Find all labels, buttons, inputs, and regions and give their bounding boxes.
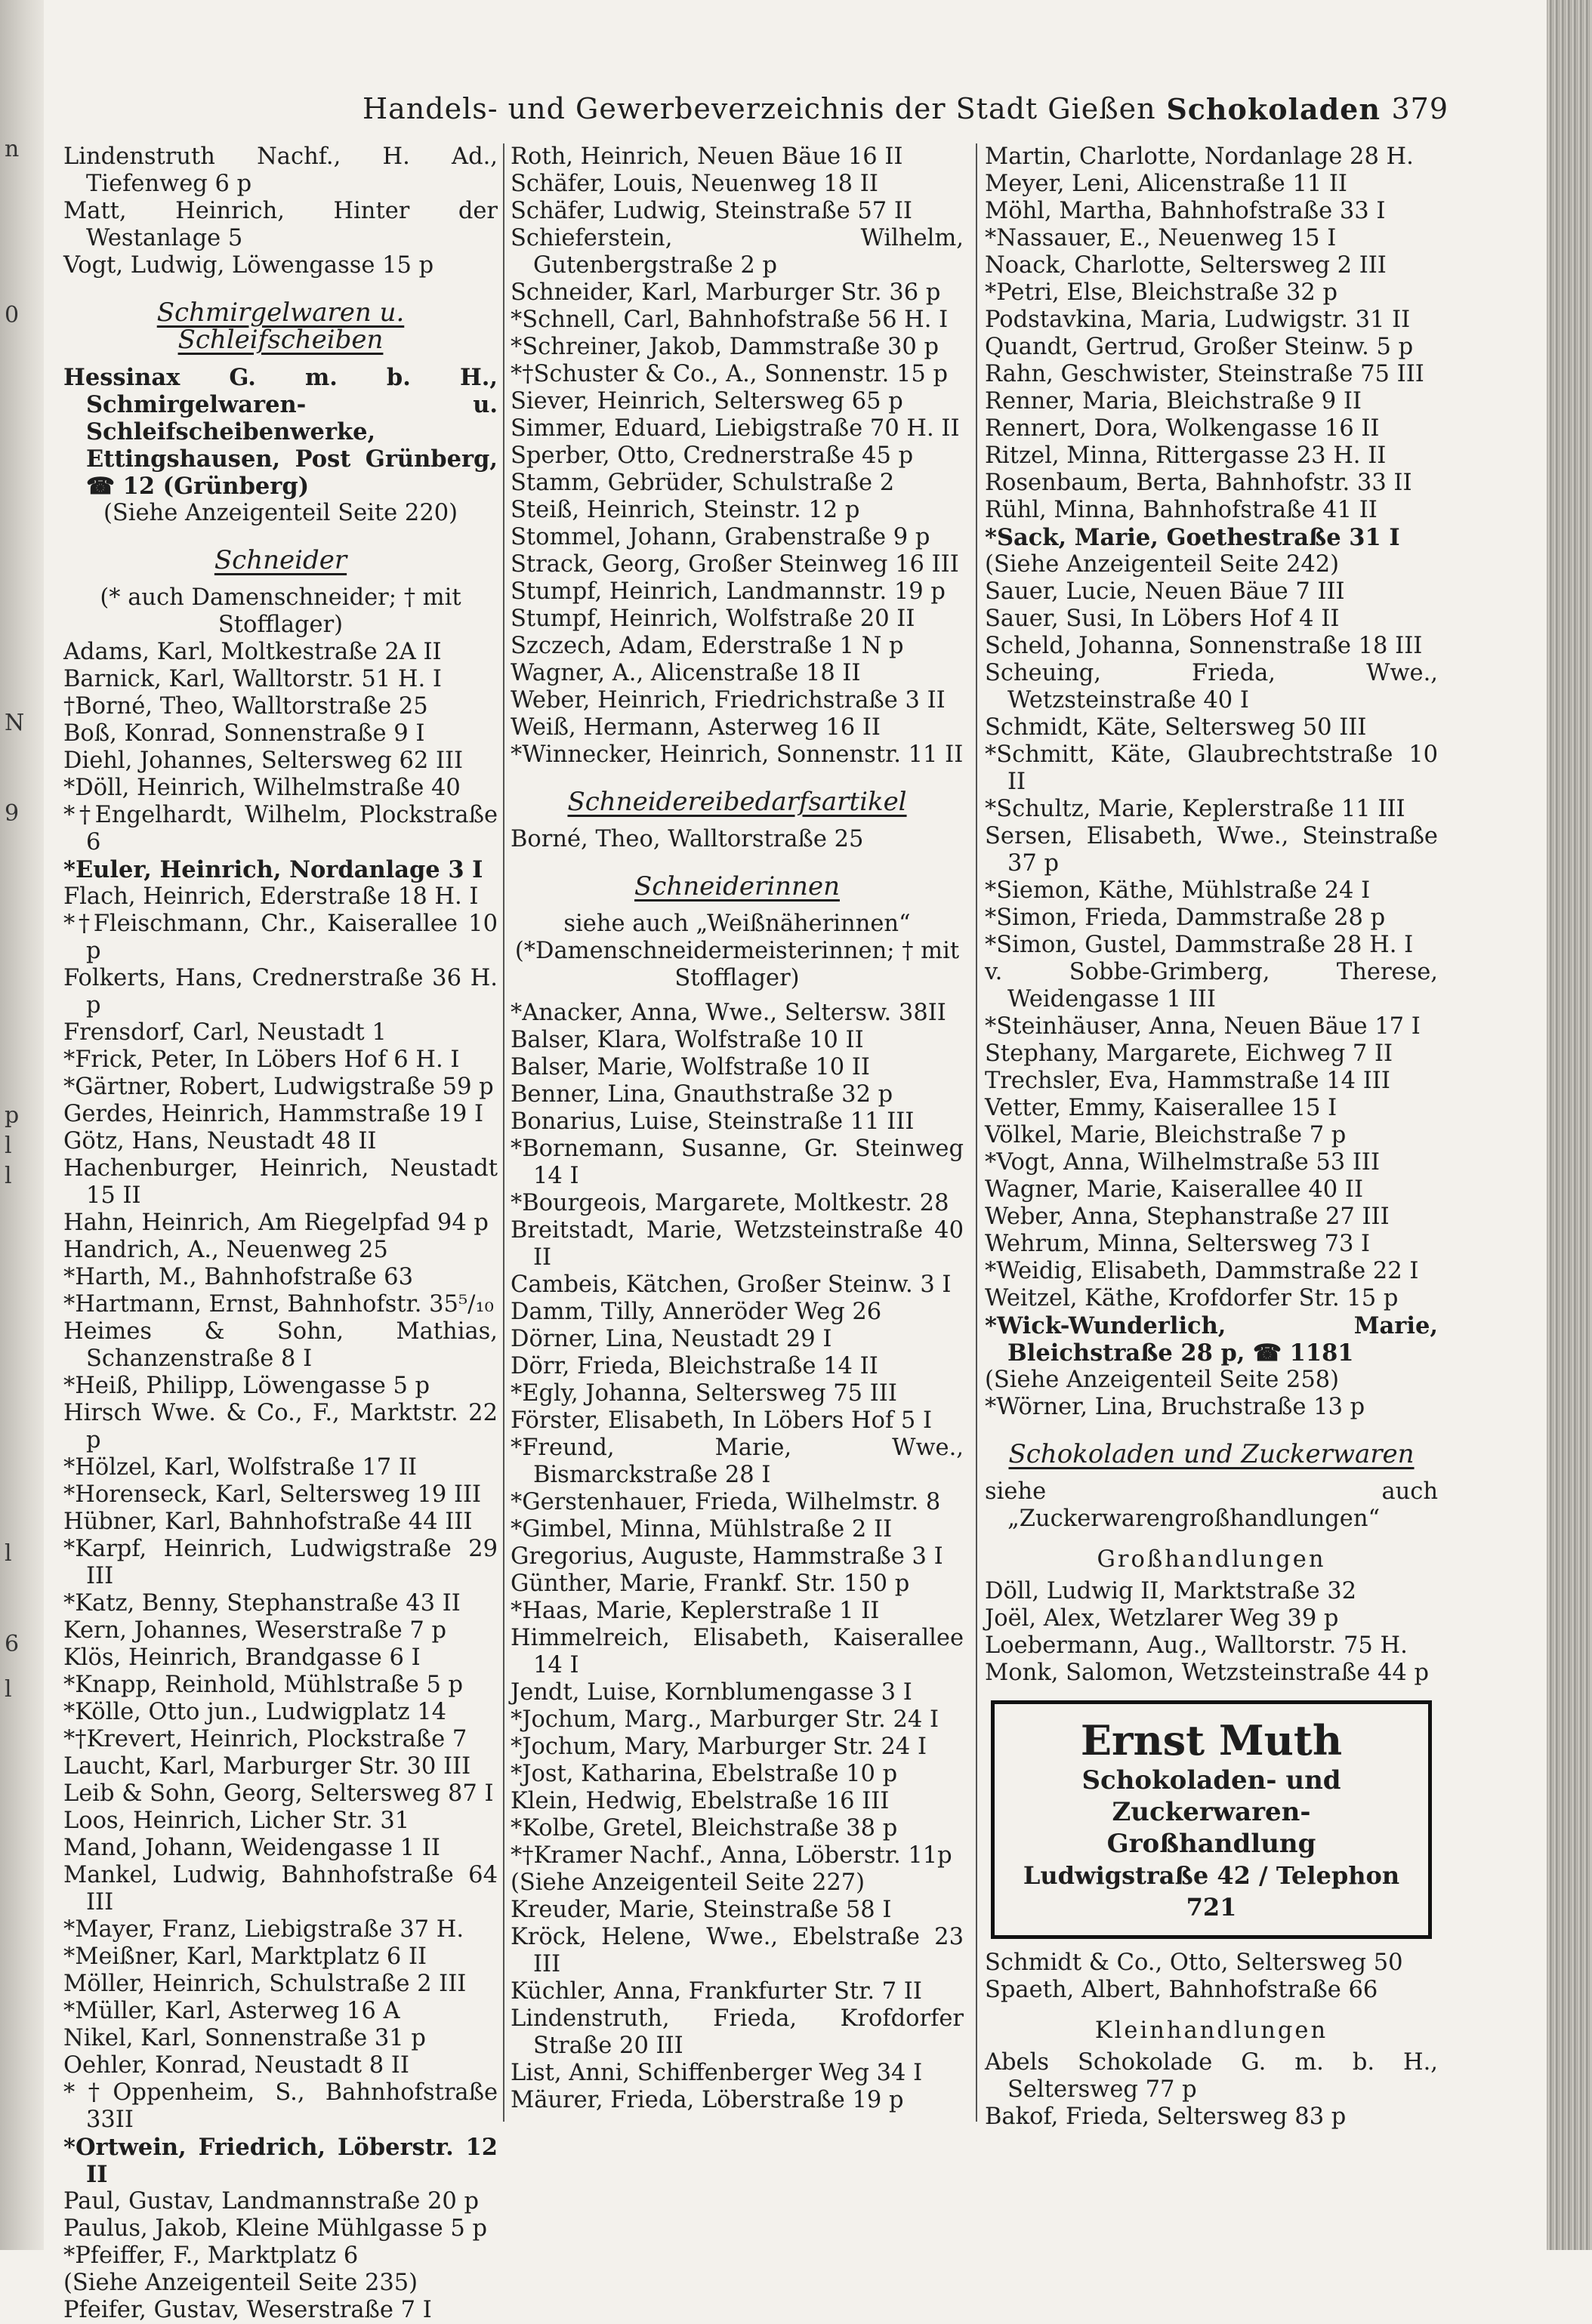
listing-entry: Kreuder, Marie, Steinstraße 58 I xyxy=(511,1897,892,1923)
listing-entry: Handrich, A., Neuenweg 25 xyxy=(63,1237,388,1263)
listing-entry: *Meißner, Karl, Marktplatz 6 II xyxy=(63,1943,427,1970)
listing-entry: Abels Schokolade G. m. b. H., Seltersweg 77 p xyxy=(985,2049,1438,2103)
listing-entry: Adams, Karl, Moltkestraße 2A II xyxy=(63,639,442,665)
listing-entry: *Wick-Wunderlich, Marie, Bleichstraße 28 p, ☎ 1181 xyxy=(985,1312,1438,1367)
listing-entry: Wagner, Marie, Kaiserallee 40 II xyxy=(985,1176,1364,1203)
listing-entry: Benner, Lina, Gnauthstraße 32 p xyxy=(511,1081,893,1108)
listing-entry: Strack, Georg, Großer Steinweg 16 III xyxy=(511,551,959,578)
column-3 xyxy=(985,143,1438,2131)
entry-list xyxy=(985,1950,1438,2004)
listing-entry: *Ortwein, Friedrich, Löberstr. 12 II xyxy=(63,2134,498,2188)
section-heading: Schneidereibedarfsartikel xyxy=(567,787,907,817)
listing-entry: Schneider, Karl, Marburger Str. 36 p xyxy=(511,279,941,306)
listing-entry: *†Schuster & Co., A., Sonnenstr. 15 p xyxy=(511,361,948,387)
listing-entry: Boß, Konrad, Sonnenstraße 9 I xyxy=(63,720,425,747)
listing-entry: Pfeifer, Gustav, Weserstraße 7 I xyxy=(63,2297,432,2323)
listing-entry: Folkerts, Hans, Crednerstraße 36 H. p xyxy=(63,965,498,1019)
listing-entry: Wehrum, Minna, Seltersweg 73 I xyxy=(985,1231,1371,1257)
listing-entry: Barnick, Karl, Walltorstr. 51 H. I xyxy=(63,666,442,692)
listing-entry: (Siehe Anzeigenteil Seite 242) xyxy=(985,551,1340,578)
listing-entry: Nikel, Karl, Sonnenstraße 31 p xyxy=(63,2025,426,2051)
listing-entry: *Vogt, Anna, Wilhelmstraße 53 III xyxy=(985,1149,1381,1176)
listing-entry: *Nassauer, E., Neuenweg 15 I xyxy=(985,225,1337,251)
margin-mark: l xyxy=(5,1133,12,1159)
listing-entry: *†Engelhardt, Wilhelm, Plockstraße 6 xyxy=(63,802,498,855)
listing-entry: Ritzel, Minna, Rittergasse 23 H. II xyxy=(985,442,1387,469)
listing-entry: Noack, Charlotte, Seltersweg 2 III xyxy=(985,252,1387,279)
margin-mark: p xyxy=(5,1102,20,1129)
margin-mark: 6 xyxy=(5,1631,20,1657)
ad-address: Ludwigstraße 42 / Telephon 721 xyxy=(1023,1861,1400,1922)
listing-entry: *Sack, Marie, Goethestraße 31 I xyxy=(985,524,1400,551)
listing-entry: Förster, Elisabeth, In Löbers Hof 5 I xyxy=(511,1407,933,1434)
listing-entry: Stumpf, Heinrich, Wolfstraße 20 II xyxy=(511,606,915,632)
listing-entry: Oehler, Konrad, Neustadt 8 II xyxy=(63,2052,409,2079)
listing-entry: Rühl, Minna, Bahnhofstraße 41 II xyxy=(985,497,1378,523)
listing-entry: *Heiß, Philipp, Löwengasse 5 p xyxy=(63,1373,430,1399)
listing-entry: Diehl, Johannes, Seltersweg 62 III xyxy=(63,747,464,774)
margin-mark: l xyxy=(5,1163,12,1189)
listing-entry: Stephany, Margarete, Eichweg 7 II xyxy=(985,1040,1393,1067)
listing-entry: *Steinhäuser, Anna, Neuen Bäue 17 I xyxy=(985,1013,1421,1040)
listing-entry: Bonarius, Luise, Steinstraße 11 III xyxy=(511,1108,915,1135)
listing-entry: Monk, Salomon, Wetzsteinstraße 44 p xyxy=(985,1660,1430,1686)
listing-entry: *Siemon, Käthe, Mühlstraße 24 I xyxy=(985,877,1371,904)
listing-entry: Paulus, Jakob, Kleine Mühlgasse 5 p xyxy=(63,2215,487,2242)
margin-mark: N xyxy=(5,710,25,736)
column-rule xyxy=(976,143,977,2122)
listing-entry: Schäfer, Louis, Neuenweg 18 II xyxy=(511,171,878,197)
listing-entry: Dörr, Frieda, Bleichstraße 14 II xyxy=(511,1353,878,1379)
listing-entry: Möhl, Martha, Bahnhofstraße 33 I xyxy=(985,198,1386,224)
listing-entry: *Schreiner, Jakob, Dammstraße 30 p xyxy=(511,334,939,360)
listing-entry: *Karpf, Heinrich, Ludwigstraße 29 III xyxy=(63,1536,498,1589)
listing-entry: Möller, Heinrich, Schulstraße 2 III xyxy=(63,1971,467,1997)
listing-entry: Kern, Johannes, Weserstraße 7 p xyxy=(63,1617,447,1644)
entry-list xyxy=(511,1000,964,2114)
listing-entry: Mäurer, Frieda, Löberstraße 19 p xyxy=(511,2087,904,2113)
listing-entry: Meyer, Leni, Alicenstraße 11 II xyxy=(985,171,1347,197)
section-heading: Schmirgelwaren u. Schleifscheiben xyxy=(156,297,405,355)
listing-entry: Weitzel, Käthe, Krofdorfer Str. 15 p xyxy=(985,1285,1399,1311)
listing-entry: Loebermann, Aug., Walltorstr. 75 H. xyxy=(985,1632,1408,1659)
subsection-heading: Großhandlungen xyxy=(1097,1546,1326,1573)
listing-entry: *†Kramer Nachf., Anna, Löberstr. 11p xyxy=(511,1842,952,1869)
listing-entry: *Mayer, Franz, Liebigstraße 37 H. xyxy=(63,1916,464,1943)
listing-entry: *Wörner, Lina, Bruchstraße 13 p xyxy=(985,1394,1365,1420)
listing-entry: Scheld, Johanna, Sonnenstraße 18 III xyxy=(985,633,1423,659)
listing-entry: Borné, Theo, Walltorstraße 25 xyxy=(511,826,864,852)
listing-entry: (Siehe Anzeigenteil Seite 258) xyxy=(985,1367,1340,1393)
listing-entry: Vetter, Emmy, Kaiserallee 15 I xyxy=(985,1095,1337,1121)
listing-entry: Sauer, Susi, In Löbers Hof 4 II xyxy=(985,606,1340,632)
listing-entry: Matt, Heinrich, Hinter der Westanlage 5 xyxy=(63,198,498,251)
listing-entry: Schieferstein, Wilhelm, Gutenbergstraße 2 p xyxy=(511,225,964,279)
listing-entry: *Kölle, Otto jun., Ludwigplatz 14 xyxy=(63,1699,447,1725)
listing-entry: Sersen, Elisabeth, Wwe., Steinstraße 37 p xyxy=(985,823,1438,877)
entry-list xyxy=(63,143,498,279)
entry-list xyxy=(985,1578,1438,1687)
listing-entry: Götz, Hans, Neustadt 48 II xyxy=(63,1128,377,1154)
listing-entry: *Schnell, Carl, Bahnhofstraße 56 H. I xyxy=(511,307,949,333)
listing-entry: Stamm, Gebrüder, Schulstraße 2 xyxy=(511,470,895,496)
listing-entry: Rosenbaum, Berta, Bahnhofstr. 33 II xyxy=(985,470,1412,496)
listing-entry: Szczech, Adam, Ederstraße 1 N p xyxy=(511,633,904,659)
entry-list xyxy=(985,143,1438,1421)
margin-mark: 9 xyxy=(5,800,20,827)
listing-entry: Simmer, Eduard, Liebigstraße 70 H. II xyxy=(511,415,960,442)
margin-mark: l xyxy=(5,1540,12,1567)
listing-entry: Rennert, Dora, Wolkengasse 16 II xyxy=(985,415,1380,442)
subsection-heading: Kleinhandlungen xyxy=(1094,2017,1328,2044)
listing-entry: Wagner, A., Alicenstraße 18 II xyxy=(511,660,861,686)
listing-entry: *Horenseck, Karl, Seltersweg 19 III xyxy=(63,1481,482,1508)
listing-entry: Vogt, Ludwig, Löwengasse 15 p xyxy=(63,252,434,279)
listing-entry: *Bourgeois, Margarete, Moltkestr. 28 xyxy=(511,1190,949,1216)
listing-entry: *Jochum, Mary, Marburger Str. 24 I xyxy=(511,1734,927,1760)
listing-entry: *Schmitt, Käte, Glaubrechtstraße 10 II xyxy=(985,741,1438,795)
listing-entry: Weber, Anna, Stephanstraße 27 III xyxy=(985,1204,1390,1230)
listing-entry: *Döll, Heinrich, Wilhelmstraße 40 xyxy=(63,775,461,801)
listing-entry: *Hartmann, Ernst, Bahnhofstr. 35⁵/₁₀ xyxy=(63,1291,494,1318)
listing-entry: Weber, Heinrich, Friedrichstraße 3 II xyxy=(511,687,946,714)
listing-entry: *Gärtner, Robert, Ludwigstraße 59 p xyxy=(63,1074,494,1100)
listing-entry: Steiß, Heinrich, Steinstr. 12 p xyxy=(511,497,860,523)
column-2 xyxy=(511,143,964,2114)
listing-entry: List, Anni, Schiffenberger Weg 34 I xyxy=(511,2060,923,2086)
listing-entry: *Hölzel, Karl, Wolfstraße 17 II xyxy=(63,1454,417,1481)
margin-mark: l xyxy=(5,1676,12,1703)
listing-entry: *Knapp, Reinhold, Mühlstraße 5 p xyxy=(63,1672,464,1698)
listing-entry: Jendt, Luise, Kornblumengasse 3 I xyxy=(511,1679,912,1706)
ad-line: Schokoladen- und Zuckerwaren- xyxy=(1081,1765,1341,1827)
listing-entry: Lindenstruth, Frieda, Krofdorfer Straße 20 III xyxy=(511,2005,964,2059)
listing-entry: *Petri, Else, Bleichstraße 32 p xyxy=(985,279,1338,306)
listing-entry: Loos, Heinrich, Licher Str. 31 xyxy=(63,1808,410,1834)
listing-entry: Schmidt, Käte, Seltersweg 50 III xyxy=(985,714,1367,741)
listing-entry: *Simon, Frieda, Dammstraße 28 p xyxy=(985,905,1386,931)
page-header xyxy=(363,92,1449,137)
listing-entry: Laucht, Karl, Marburger Str. 30 III xyxy=(63,1753,471,1780)
listing-entry: Martin, Charlotte, Nordanlage 28 H. xyxy=(985,143,1414,170)
listing-entry: Klein, Hedwig, Ebelstraße 16 III xyxy=(511,1788,890,1814)
page-title: Handels- und Gewerbeverzeichnis der Stadt Gießen xyxy=(363,92,1156,125)
listing-entry: Heimes & Sohn, Mathias, Schanzenstraße 8 I xyxy=(63,1318,498,1372)
listing-entry: v. Sobbe-Grimberg, Therese, Weidengasse 1 III xyxy=(985,959,1438,1013)
margin-mark: 0 xyxy=(5,302,20,328)
listing-entry: *Weidig, Elisabeth, Dammstraße 22 I xyxy=(985,1258,1419,1284)
listing-entry: Quandt, Gertrud, Großer Steinw. 5 p xyxy=(985,334,1414,360)
listing-entry: Günther, Marie, Frankf. Str. 150 p xyxy=(511,1570,910,1597)
entry-list xyxy=(63,639,498,2324)
listing-entry: Völkel, Marie, Bleichstraße 7 p xyxy=(985,1122,1347,1148)
listing-entry: Mand, Johann, Weidengasse 1 II xyxy=(63,1835,440,1861)
listing-entry: Cambeis, Kätchen, Großer Steinw. 3 I xyxy=(511,1271,952,1298)
listing-entry: *†Oppenheim, S., Bahnhofstraße 33II xyxy=(63,2079,498,2133)
listing-entry: *Winnecker, Heinrich, Sonnenstr. 11 II xyxy=(511,741,964,768)
section-note: siehe auch „Weißnäherinnen“ xyxy=(563,911,911,937)
listing-entry: *Euler, Heinrich, Nordanlage 3 I xyxy=(63,856,483,883)
listing-entry: Rahn, Geschwister, Steinstraße 75 III xyxy=(985,361,1424,387)
listing-entry: Siever, Heinrich, Seltersweg 65 p xyxy=(511,388,903,415)
listing-entry: Lindenstruth Nachf., H. Ad., Tiefenweg 6 p xyxy=(63,143,498,197)
listing-entry: Gerdes, Heinrich, Hammstraße 19 I xyxy=(63,1101,484,1127)
listing-entry: *Jochum, Marg., Marburger Str. 24 I xyxy=(511,1706,939,1733)
listing-entry: Podstavkina, Maria, Ludwigstr. 31 II xyxy=(985,307,1411,333)
listing-entry: *Frick, Peter, In Löbers Hof 6 H. I xyxy=(63,1046,460,1073)
listing-entry: Dörner, Lina, Neustadt 29 I xyxy=(511,1326,832,1352)
section-heading: Schokoladen und Zuckerwaren xyxy=(1008,1439,1415,1469)
ad-company-name: Ernst Muth xyxy=(1080,1716,1343,1765)
listing-entry: Schmidt & Co., Otto, Seltersweg 50 xyxy=(985,1950,1403,1976)
listing-entry: Joël, Alex, Wetzlarer Weg 39 p xyxy=(985,1605,1339,1632)
listing-entry: Bakof, Frieda, Seltersweg 83 p xyxy=(985,2104,1347,2130)
page-number: 379 xyxy=(1391,92,1449,125)
listing-entry: Damm, Tilly, Anneröder Weg 26 xyxy=(511,1299,882,1325)
listing-entry: (Siehe Anzeigenteil Seite 235) xyxy=(63,2270,418,2296)
listing-entry: Sperber, Otto, Crednerstraße 45 p xyxy=(511,442,914,469)
column-1 xyxy=(63,143,498,2324)
listing-entry: Döll, Ludwig II, Marktstraße 32 xyxy=(985,1578,1357,1604)
listing-entry: Himmelreich, Elisabeth, Kaiserallee 14 I xyxy=(511,1625,964,1678)
listing-entry: Roth, Heinrich, Neuen Bäue 16 II xyxy=(511,143,903,170)
listing-entry: Klös, Heinrich, Brandgasse 6 I xyxy=(63,1644,421,1671)
listing-entry: (Siehe Anzeigenteil Seite 227) xyxy=(511,1869,865,1896)
section-note: siehe auch „Zuckerwarengroßhandlungen“ xyxy=(985,1478,1438,1532)
page-gutter xyxy=(0,0,44,2250)
listing-entry: *Gerstenhauer, Frieda, Wilhelmstr. 8 xyxy=(511,1489,941,1515)
section-running-head: Schokoladen xyxy=(1166,92,1381,126)
listing-entry: *†Fleischmann, Chr., Kaiserallee 10 p xyxy=(63,911,498,964)
listing-entry: Scheuing, Frieda, Wwe., Wetzsteinstraße 40 I xyxy=(985,660,1438,714)
section-heading: Schneiderinnen xyxy=(634,871,840,902)
listing-entry: †Borné, Theo, Walltorstraße 25 xyxy=(63,693,428,720)
page-edge xyxy=(1547,0,1592,2250)
listing-entry: *Harth, M., Bahnhofstraße 63 xyxy=(63,1264,413,1290)
listing-entry: *Freund, Marie, Wwe., Bismarckstraße 28 I xyxy=(511,1435,964,1488)
listing-entry: Schäfer, Ludwig, Steinstraße 57 II xyxy=(511,198,912,224)
listing-entry: *Jost, Katharina, Ebelstraße 10 p xyxy=(511,1761,898,1787)
listing-entry: *†Krevert, Heinrich, Plockstraße 7 xyxy=(63,1726,467,1752)
listing-entry: Paul, Gustav, Landmannstraße 20 p xyxy=(63,2188,480,2215)
listing-entry: *Egly, Johanna, Seltersweg 75 III xyxy=(511,1380,897,1407)
section-note: (*Damenschneidermeisterinnen; † mit Stofflager) xyxy=(514,938,960,991)
listing-entry: Kröck, Helene, Wwe., Ebelstraße 23 III xyxy=(511,1924,964,1977)
listing-entry: *Haas, Marie, Keplerstraße 1 II xyxy=(511,1598,880,1624)
listing-entry: *Pfeiffer, F., Marktplatz 6 xyxy=(63,2242,359,2269)
listing-entry: Renner, Maria, Bleichstraße 9 II xyxy=(985,388,1362,415)
listing-entry: Trechsler, Eva, Hammstraße 14 III xyxy=(985,1068,1390,1094)
listing-entry: Stumpf, Heinrich, Landmannstr. 19 p xyxy=(511,578,946,605)
advertisement-box xyxy=(991,1700,1432,1939)
listing-entry: Mankel, Ludwig, Bahnhofstraße 64 III xyxy=(63,1862,498,1916)
listing-entry: Stommel, Johann, Grabenstraße 9 p xyxy=(511,524,930,550)
listing-entry: *Simon, Gustel, Dammstraße 28 H. I xyxy=(985,932,1414,958)
listing-entry: Weiß, Hermann, Asterweg 16 II xyxy=(511,714,881,741)
listing-entry: Hirsch Wwe. & Co., F., Marktstr. 22 p xyxy=(63,1400,498,1453)
listing-entry: *Müller, Karl, Asterweg 16 A xyxy=(63,1998,400,2024)
listing-entry: Flach, Heinrich, Ederstraße 18 H. I xyxy=(63,883,479,910)
listing-entry: Hessinax G. m. b. H., Schmirgelwaren- u. Schleifscheibenwerke, Ettingshausen, Post Grünberg, ☎ 12 (Grünberg) xyxy=(63,364,498,500)
listing-entry: Hahn, Heinrich, Am Riegelpfad 94 p xyxy=(63,1210,489,1236)
listing-entry: Balser, Marie, Wolfstraße 10 II xyxy=(511,1054,870,1080)
margin-mark: n xyxy=(5,136,20,162)
listing-entry: *Gimbel, Minna, Mühlstraße 2 II xyxy=(511,1516,893,1543)
listing-entry: Küchler, Anna, Frankfurter Str. 7 II xyxy=(511,1978,922,2005)
listing-entry: Hübner, Karl, Bahnhofstraße 44 III xyxy=(63,1509,473,1535)
listing-entry: *Anacker, Anna, Wwe., Seltersw. 38II xyxy=(511,1000,946,1026)
listing-entry: *Schultz, Marie, Keplerstraße 11 III xyxy=(985,796,1405,822)
listing-entry: Breitstadt, Marie, Wetzsteinstraße 40 II xyxy=(511,1217,964,1271)
entry-list xyxy=(511,143,964,769)
listing-entry: Frensdorf, Carl, Neustadt 1 xyxy=(63,1019,387,1046)
section-heading: Schneider xyxy=(214,545,347,575)
listing-entry: *Katz, Benny, Stephanstraße 43 II xyxy=(63,1590,461,1617)
listing-entry: Sauer, Lucie, Neuen Bäue 7 III xyxy=(985,578,1345,605)
ad-line: Großhandlung xyxy=(1106,1829,1316,1859)
listing-entry: Spaeth, Albert, Bahnhofstraße 66 xyxy=(985,1977,1378,2003)
column-rule xyxy=(503,143,504,2122)
listing-entry: Gregorius, Auguste, Hammstraße 3 I xyxy=(511,1543,943,1570)
section-note: (Siehe Anzeigenteil Seite 220) xyxy=(103,500,458,526)
listing-entry: *Kolbe, Gretel, Bleichstraße 38 p xyxy=(511,1815,898,1842)
listing-entry: *Bornemann, Susanne, Gr. Steinweg 14 I xyxy=(511,1136,964,1189)
section-note: (* auch Damenschneider; † mit Stofflager) xyxy=(100,584,461,638)
listing-entry: Leib & Sohn, Georg, Seltersweg 87 I xyxy=(63,1780,494,1807)
listing-entry: Hachenburger, Heinrich, Neustadt 15 II xyxy=(63,1155,498,1209)
listing-entry: Balser, Klara, Wolfstraße 10 II xyxy=(511,1027,864,1053)
entry-list xyxy=(985,2049,1438,2131)
